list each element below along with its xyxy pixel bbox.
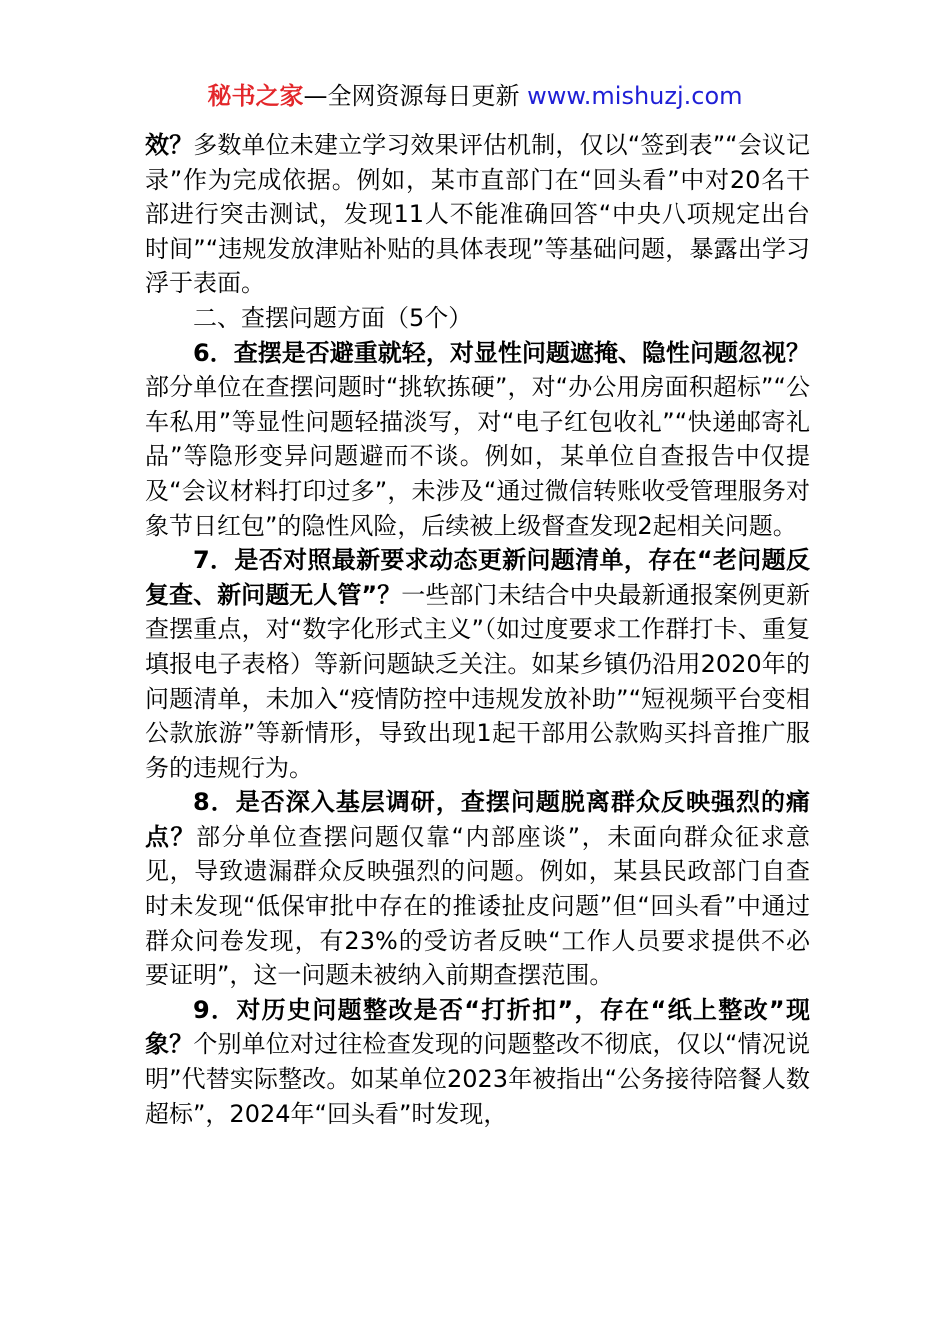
item-8 — [145, 785, 810, 993]
item-heading: 6．查摆是否避重就轻，对显性问题遮掩、隐性问题忽视？ — [193, 338, 810, 367]
section-heading: 二、查摆问题方面（5个） — [193, 303, 473, 332]
site-tagline: —全网资源每日更新 — [303, 82, 520, 110]
paragraph-heading: 效？ — [145, 131, 194, 159]
paragraph-continued — [145, 128, 810, 301]
item-7 — [145, 543, 810, 785]
item-heading: 9．对历史问题整改是否“打折扣”，存在“纸上整改”现象？ — [145, 995, 810, 1059]
site-header — [0, 78, 950, 114]
document-body — [145, 128, 810, 1131]
paragraph-body: 多数单位未建立学习效果评估机制，仅以“签到表”“会议记录”作为完成依据。例如，某市直部门在“回头看”中对20名干部进行突击测试，发现11人不能准确回答“中央八项规定出台时间”“违规发放津贴补贴的具体表现”等基础问题，暴露出学习浮于表面。 — [145, 131, 810, 298]
site-brand: 秘书之家 — [207, 82, 304, 110]
item-body: 部分单位在查摆问题时“挑软拣硬”，对“办公用房面积超标”“公车私用”等显性问题轻描淡写，对“电子红包收礼”“快递邮寄礼品”等隐形变异问题避而不谈。例如，某单位自查报告中仅提及“会议材料打印过多”，未涉及“通过微信转账收受管理服务对象节日红包”的隐性风险，后续被上级督查发现2起相关问题。 — [145, 373, 810, 540]
item-body: 一些部门未结合中央最新通报案例更新查摆重点，对“数字化形式主义”（如过度要求工作群打卡、重复填报电子表格）等新问题缺乏关注。如某乡镇仍沿用2020年的问题清单，未加入“疫情防控中违规发放补助”“短视频平台变相公款旅游”等新情形，导致出现1起干部用公款购买抖音推广服务的违规行为。 — [145, 580, 811, 782]
site-url-link[interactable]: www.mishuzj.com — [527, 82, 743, 110]
item-9 — [145, 993, 810, 1131]
item-body: 个别单位对过往检查发现的问题整改不彻底，仅以“情况说明”代替实际整改。如某单位2023年被指出“公务接待陪餐人数超标”，2024年“回头看”时发现， — [145, 1030, 810, 1128]
item-6 — [145, 336, 810, 544]
item-body: 部分单位查摆问题仅靠“内部座谈”，未面向群众征求意见，导致遗漏群众反映强烈的问题。例如，某县民政部门自查时未发现“低保审批中存在的推诿扯皮问题”但“回头看”中通过群众问卷发现，有23%的受访者反映“工作人员要求提供不必要证明”，这一问题未被纳入前期查摆范围。 — [145, 822, 810, 990]
item-heading: 7．是否对照最新要求动态更新问题清单，存在“老问题反复查、新问题无人管”？ — [145, 546, 810, 609]
item-heading: 8．是否深入基层调研，查摆问题脱离群众反映强烈的痛点？ — [145, 788, 810, 851]
